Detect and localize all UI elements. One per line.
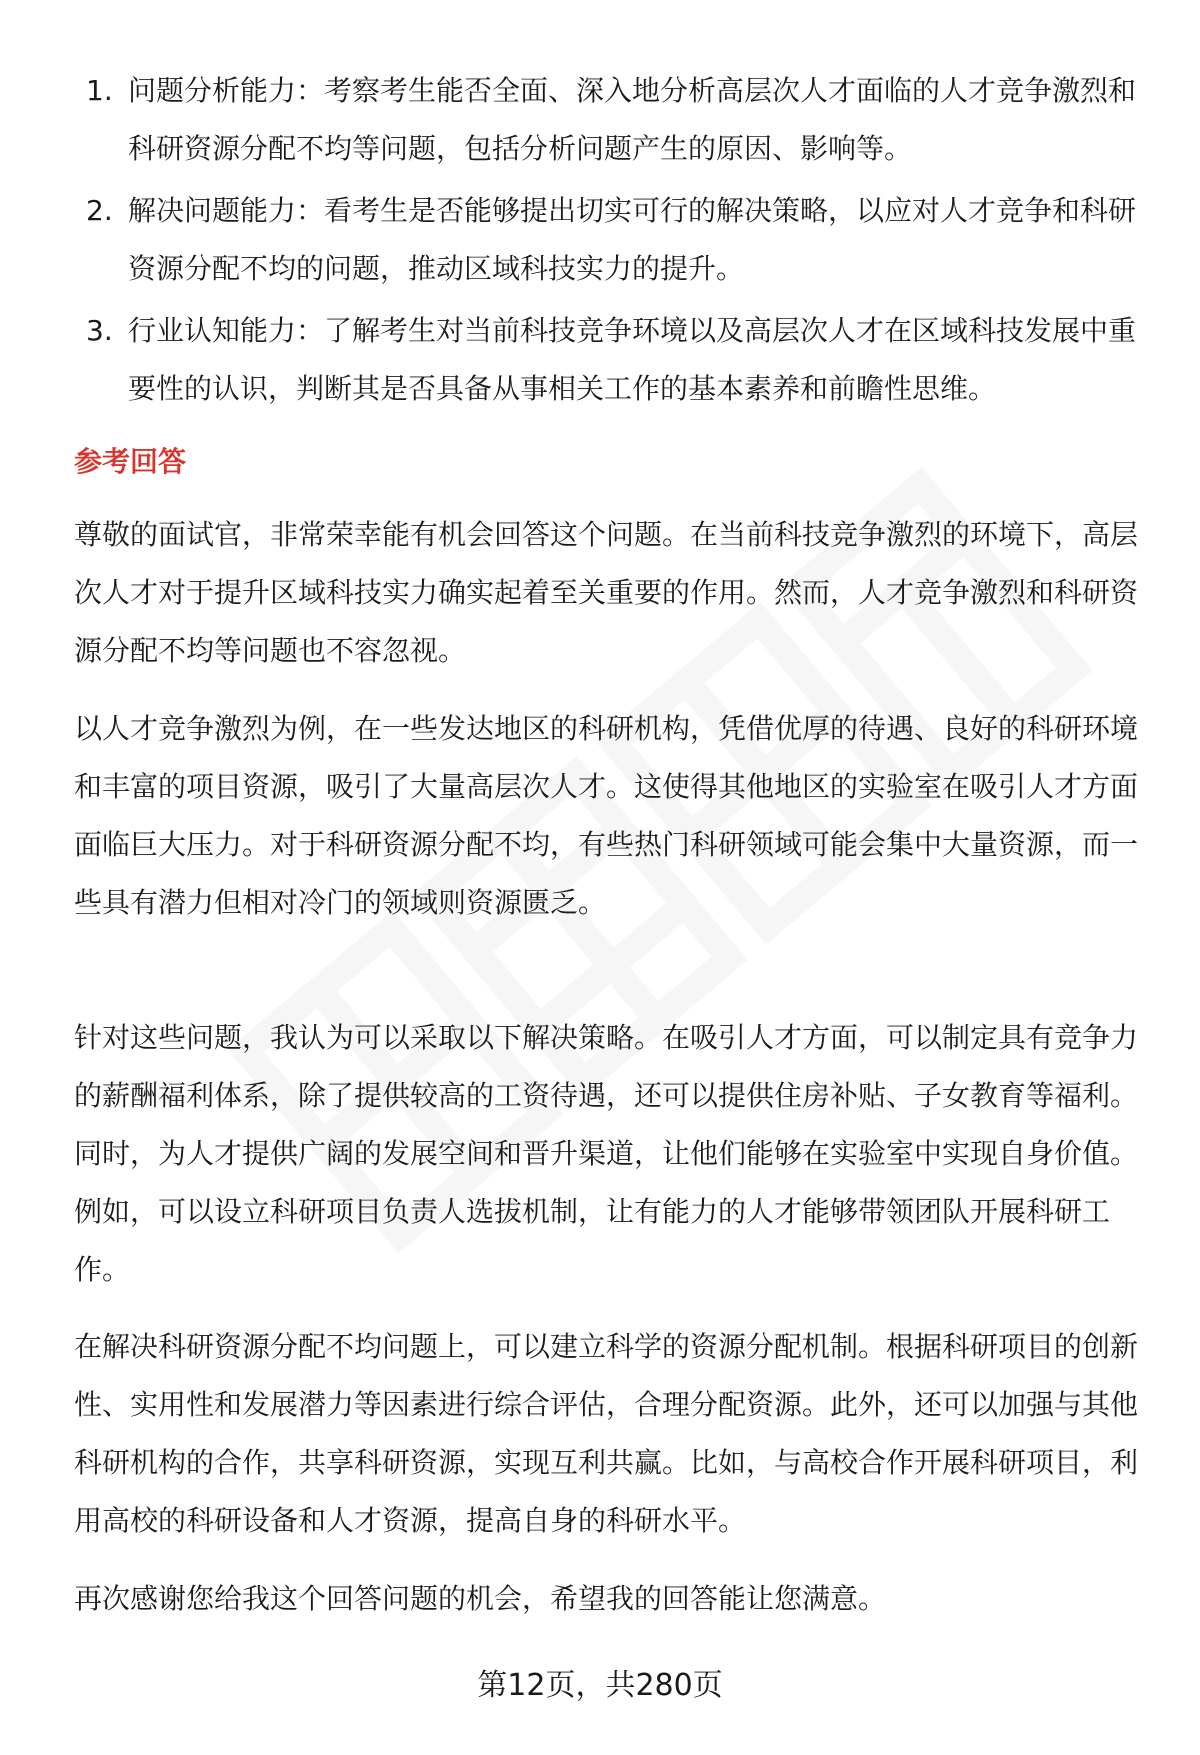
answer-paragraph: 在解决科研资源分配不均问题上，可以建立科学的资源分配机制。根据科研项目的创新性、实用性和发展潜力等因素进行综合评估，合理分配资源。此外，还可以加强与其他科研机构的合作，共享科研资源，实现互利共赢。比如，与高校合作开展科研项目，利用高校的科研设备和人才资源，提高自身的科研水平。 <box>74 1330 1139 1537</box>
criteria-number: 3. <box>86 314 113 347</box>
answer-heading: 参考回答 <box>74 445 187 478</box>
criteria-item <box>74 302 1144 418</box>
answer-paragraph: 再次感谢您给我这个回答问题的机会，希望我的回答能让您满意。 <box>74 1582 887 1615</box>
evaluation-criteria-list <box>74 62 1144 422</box>
criteria-number: 2. <box>86 194 113 227</box>
criteria-item <box>74 182 1144 298</box>
answer-paragraph: 尊敬的面试官，非常荣幸能有机会回答这个问题。在当前科技竞争激烈的环境下，高层次人才对于提升区域科技实力确实起着至关重要的作用。然而，人才竞争激烈和科研资源分配不均等问题也不容忽视。 <box>74 518 1139 667</box>
answer-paragraph: 针对这些问题，我认为可以采取以下解决策略。在吸引人才方面，可以制定具有竞争力的薪酬福利体系，除了提供较高的工资待遇，还可以提供住房补贴、子女教育等福利。同时，为人才提供广阔的发展空间和晋升渠道，让他们能够在实验室中实现自身价值。例如，可以设立科研项目负责人选拔机制，让有能力的人才能够带领团队开展科研工作。 <box>74 1021 1139 1286</box>
answer-paragraph: 以人才竞争激烈为例，在一些发达地区的科研机构，凭借优厚的待遇、良好的科研环境和丰富的项目资源，吸引了大量高层次人才。这使得其他地区的实验室在吸引人才方面面临巨大压力。对于科研资源分配不均，有些热门科研领域可能会集中大量资源，而一些具有潜力但相对冷门的领域则资源匮乏。 <box>74 712 1139 919</box>
criteria-number: 1. <box>86 74 113 107</box>
criteria-text: 问题分析能力：考察考生能否全面、深入地分析高层次人才面临的人才竞争激烈和科研资源分配不均等问题，包括分析问题产生的原因、影响等。 <box>128 74 1137 165</box>
criteria-text: 解决问题能力：看考生是否能够提出切实可行的解决策略，以应对人才竞争和科研资源分配不均的问题，推动区域科技实力的提升。 <box>128 194 1137 285</box>
page-number-footer: 第12页，共280页 <box>477 1668 723 1703</box>
criteria-text: 行业认知能力：了解考生对当前科技竞争环境以及高层次人才在区域科技发展中重要性的认识，判断其是否具备从事相关工作的基本素养和前瞻性思维。 <box>128 314 1137 405</box>
criteria-item <box>74 62 1144 178</box>
